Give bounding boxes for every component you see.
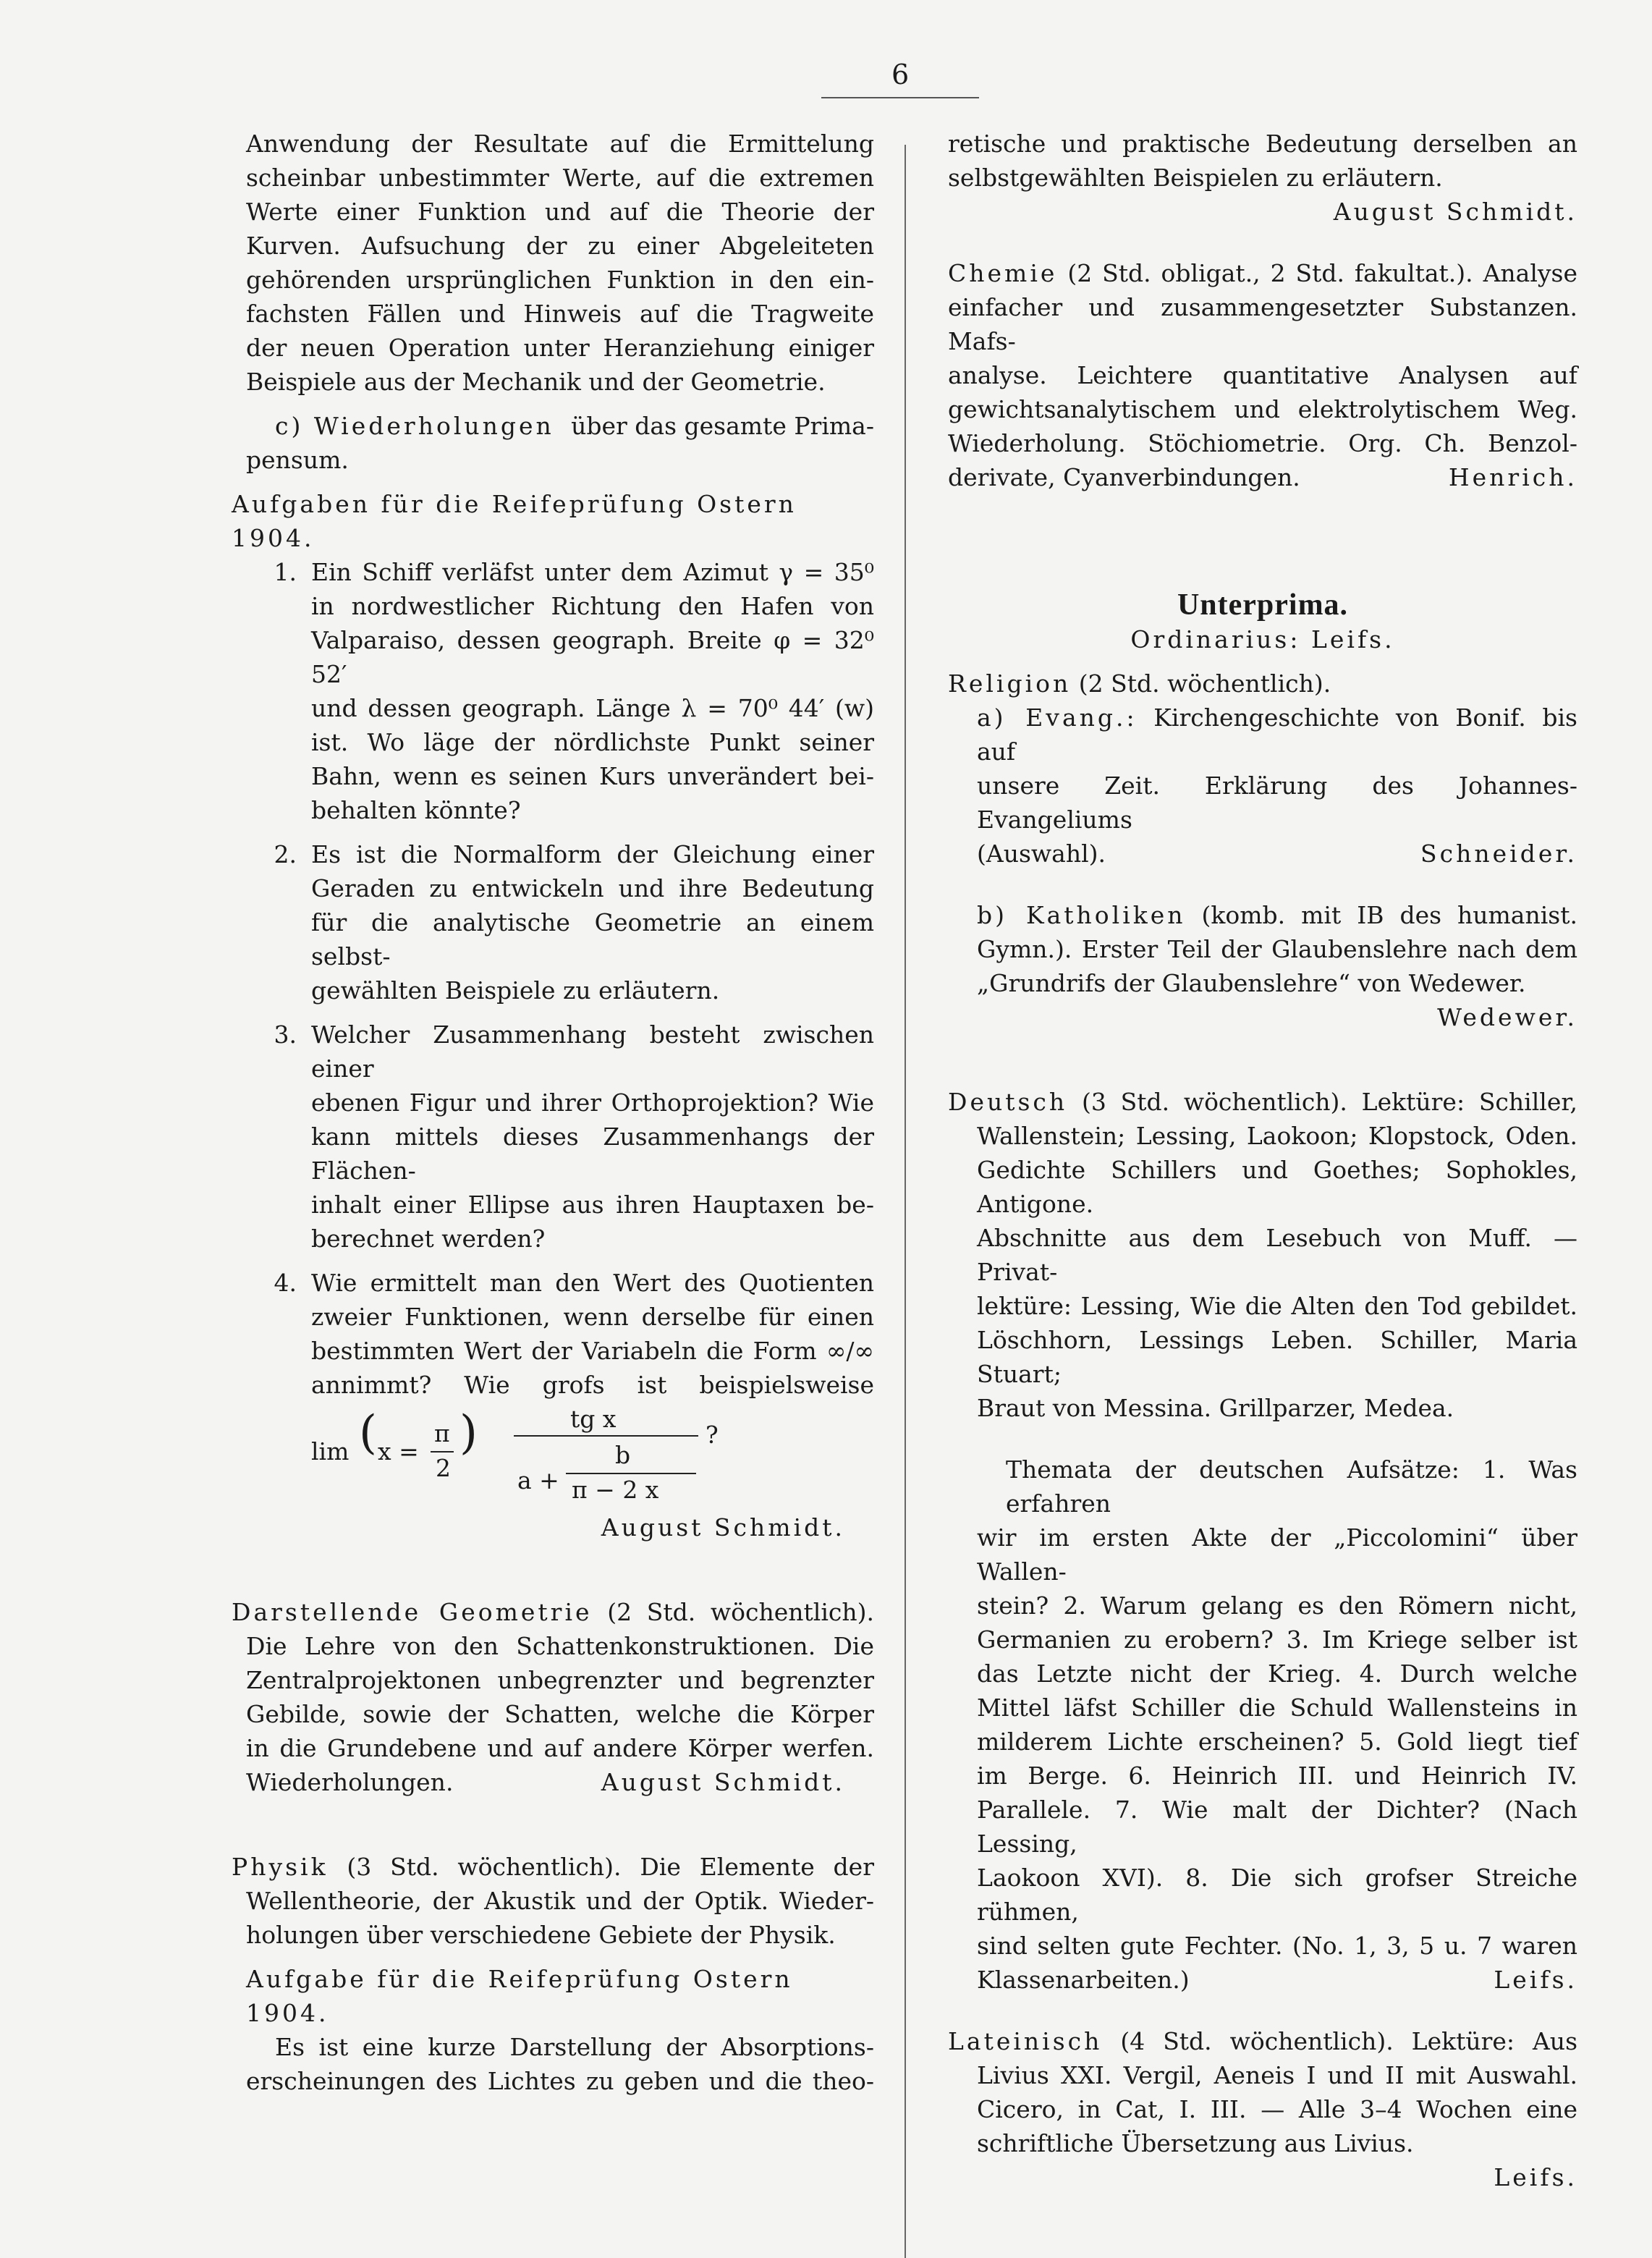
text-line: Ein Schiff verläfst unter dem Azimut γ = 35⁰ xyxy=(311,558,874,586)
text-line: fachsten Fällen und Hinweis auf die Tragweite xyxy=(246,300,874,328)
text-line: kann mittels dieses Zusammenhangs der Flächen- xyxy=(311,1122,874,1185)
text-line: unsere Zeit. Erklärung des Johannes-Evangeliums xyxy=(977,771,1577,834)
formula-qmark: ? xyxy=(706,1421,719,1449)
text-line: Kirchengeschichte von Bonif. bis auf xyxy=(977,703,1577,766)
text-line: ist. Wo läge der nördlichste Punkt seiner xyxy=(311,728,874,756)
text-line: Bahn, wenn es seinen Kurs unverändert bei- xyxy=(311,762,874,790)
text-line: Abschnitte aus dem Lesebuch von Muff. — Privat- xyxy=(977,1224,1577,1286)
text-line: (4 Std. wöchentlich). Lektüre: Aus xyxy=(1120,2027,1577,2055)
themata-last-line xyxy=(948,1963,1577,1997)
text-line: stein? 2. Warum gelang es den Römern nicht, xyxy=(977,1591,1577,1620)
formula-main-bar xyxy=(514,1435,698,1437)
text-line: in nordwestlicher Richtung den Hafen von xyxy=(311,592,874,620)
text-line: Braut von Messina. Grillparzer, Medea. xyxy=(977,1394,1454,1422)
text-line: Gedichte Schillers und Goethes; Sophokles, Antigone. xyxy=(977,1156,1577,1218)
text-line: das Letzte nicht der Krieg. 4. Durch welche xyxy=(977,1659,1577,1688)
text-line: Es ist eine kurze Darstellung der Absorptions- xyxy=(275,2033,874,2061)
formula-x-eq: x = xyxy=(378,1437,419,1466)
aufgaben-heading: Aufgaben für die Reifeprüfung Ostern 1904. xyxy=(232,490,797,552)
text-line: einfacher und zusammengesetzter Substanzen. Mafs- xyxy=(948,293,1577,355)
right-column xyxy=(948,127,1577,2194)
text-line: zweier Funktionen, wenn derselbe für einen xyxy=(311,1303,874,1331)
text-line: Themata der deutschen Aufsätze: 1. Was erfahren xyxy=(1006,1455,1577,1518)
darstellende-label: Darstellende Geometrie xyxy=(232,1598,593,1626)
text-line: (3 Std. wöchentlich). Die Elemente der xyxy=(347,1853,874,1881)
text-line: (2 Std. wöchentlich). xyxy=(1078,669,1331,698)
text-line: Klassenarbeiten.) xyxy=(977,1966,1190,1994)
task-number: 3. xyxy=(274,1020,297,1049)
text-line: (2 Std. wöchentlich). xyxy=(607,1598,874,1626)
task-item xyxy=(246,555,874,827)
text-line: pensum. xyxy=(246,446,349,474)
physik-first-line xyxy=(232,1850,874,1884)
page-number: 6 xyxy=(891,59,910,90)
left-column xyxy=(232,127,874,2098)
text-line: Beispiele aus der Mechanik und der Geometrie. xyxy=(246,368,826,396)
text-line: Es ist die Normalform der Gleichung einer xyxy=(311,840,874,868)
signature-leifs: Leifs. xyxy=(1494,2163,1577,2191)
text-line: selbstgewählten Beispielen zu erläutern. xyxy=(948,164,1443,192)
wiederholungen-paragraph xyxy=(246,409,874,443)
text-line: Zentralprojektonen unbegrenzter und begrenzter xyxy=(246,1666,874,1694)
latein-first-line xyxy=(948,2024,1577,2058)
latein-label: Lateinisch xyxy=(948,2027,1103,2055)
religion-heading xyxy=(948,667,1577,701)
signature-wedewer: Wedewer. xyxy=(1437,1003,1577,1031)
header-rule xyxy=(821,97,979,98)
signature-schmidt: August Schmidt. xyxy=(601,1513,845,1542)
section-title-unterprima: Unterprima. xyxy=(1177,588,1349,622)
deutsch-first-line xyxy=(948,1085,1577,1119)
formula-two: 2 xyxy=(436,1454,451,1482)
text-line: Wellentheorie, der Akustik und der Optik. Wieder- xyxy=(246,1887,874,1915)
text-line: wir im ersten Akte der „Piccolomini“ über Wallen- xyxy=(977,1523,1577,1586)
task-item xyxy=(246,837,874,1007)
text-line: annimmt? Wie grofs ist beispielsweise xyxy=(311,1371,874,1399)
formula-tg: tg x xyxy=(570,1405,617,1433)
formula-paren-close: ) xyxy=(459,1406,478,1460)
text-line: Kurven. Aufsuchung der zu einer Abgeleiteten xyxy=(246,232,874,260)
evang-label: a) Evang.: xyxy=(977,703,1138,732)
text-line: sind selten gute Fechter. (No. 1, 3, 5 u. 7 waren xyxy=(977,1932,1577,1960)
text-line: gewichtsanalytischem und elektrolytischem Weg. xyxy=(948,395,1577,423)
text-line: Germanien zu erobern? 3. Im Kriege selber ist xyxy=(977,1625,1577,1654)
text-line: (3 Std. wöchentlich). Lektüre: Schiller, xyxy=(1081,1088,1577,1116)
text-line: inhalt einer Ellipse aus ihren Hauptaxen be- xyxy=(311,1191,874,1219)
signature-henrich: Henrich. xyxy=(1448,463,1577,491)
text-line: holungen über verschiedene Gebiete der Physik. xyxy=(246,1921,836,1949)
task-item xyxy=(246,1266,874,1402)
text-line: gehörenden ursprünglichen Funktion in den ein- xyxy=(246,266,874,294)
text-line: Gebilde, sowie der Schatten, welche die Körper xyxy=(246,1700,874,1728)
text-line: Valparaiso, dessen geograph. Breite φ = 32⁰ 52′ xyxy=(311,626,874,688)
chemie-last-line xyxy=(948,460,1577,494)
text-line: Gymn.). Erster Teil der Glaubenslehre nach dem xyxy=(977,935,1577,963)
evang-first-line xyxy=(948,701,1577,769)
chemie-first-line xyxy=(948,256,1577,290)
text-line: berechnet werden? xyxy=(311,1225,546,1253)
text-line: für die analytische Geometrie an einem selbst- xyxy=(311,908,874,971)
text-line: Wiederholungen. xyxy=(246,1768,454,1796)
formula-lim: lim xyxy=(311,1437,350,1466)
darstellende-last-line xyxy=(246,1765,874,1799)
text-line: retische und praktische Bedeutung derselben an xyxy=(948,130,1577,158)
text-line: Anwendung der Resultate auf die Ermittelung xyxy=(246,130,874,158)
wiederholungen-text: über das gesamte Prima- xyxy=(571,412,874,440)
text-line: derivate, Cyanverbindungen. xyxy=(948,463,1300,491)
formula-b: b xyxy=(615,1441,631,1469)
text-line: (Auswahl). xyxy=(977,840,1106,868)
wiederholungen-label: c) Wiederholungen xyxy=(275,412,554,440)
task-item xyxy=(246,1018,874,1256)
text-line: scheinbar unbestimmter Werte, auf die extremen xyxy=(246,164,874,192)
physik-label: Physik xyxy=(232,1853,329,1881)
text-line: Livius XXI. Vergil, Aeneis I und II mit Auswahl. xyxy=(977,2061,1577,2089)
formula-pi-minus: π − 2 x xyxy=(572,1476,659,1504)
religion-label: Religion xyxy=(948,669,1072,698)
text-line: ebenen Figur und ihrer Orthoprojektion? Wie xyxy=(311,1088,874,1117)
text-line: Wie ermittelt man den Wert des Quotienten xyxy=(311,1269,874,1297)
kath-label: b) Katholiken xyxy=(977,901,1186,929)
kath-first-line xyxy=(948,898,1577,932)
aufgabe-heading: Aufgabe für die Reifeprüfung Ostern 1904. xyxy=(246,1965,793,2027)
text-line: Parallele. 7. Wie malt der Dichter? (Nach Lessing, xyxy=(977,1796,1577,1858)
text-line: Mittel läfst Schiller die Schuld Wallensteins in xyxy=(977,1694,1577,1722)
text-line: der neuen Operation unter Heranziehung einiger xyxy=(246,334,874,362)
evang-last-line xyxy=(948,837,1577,871)
formula-a-plus: a + xyxy=(517,1466,559,1494)
text-line: und dessen geograph. Länge λ = 70⁰ 44′ (w) xyxy=(311,694,874,722)
text-line: in die Grundebene und auf andere Körper werfen. xyxy=(246,1734,874,1762)
task-number: 2. xyxy=(274,840,297,868)
text-line: Löschhorn, Lessings Leben. Schiller, Maria Stuart; xyxy=(977,1326,1577,1388)
text-line: bestimmten Wert der Variabeln die Form ∞/∞ xyxy=(311,1337,874,1365)
signature-schmidt: August Schmidt. xyxy=(601,1768,845,1796)
text-line: schriftliche Übersetzung aus Livius. xyxy=(977,2129,1414,2157)
text-line: erscheinungen des Lichtes zu geben und die theo- xyxy=(246,2067,874,2095)
text-line: „Grundrifs der Glaubenslehre“ von Wedewer. xyxy=(977,969,1526,997)
chemie-label: Chemie xyxy=(948,259,1058,287)
text-line: Wallenstein; Lessing, Laokoon; Klopstock, Oden. xyxy=(977,1122,1577,1150)
task-number: 4. xyxy=(274,1269,297,1297)
deutsch-label: Deutsch xyxy=(948,1088,1068,1116)
signature-schmidt: August Schmidt. xyxy=(1333,198,1577,226)
ordinarius-line: Ordinarius: Leifs. xyxy=(1130,625,1395,654)
task-number: 1. xyxy=(274,558,297,586)
formula-paren-open: ( xyxy=(359,1406,377,1460)
text-line: Cicero, in Cat, I. III. — Alle 3–4 Wochen eine xyxy=(977,2095,1577,2123)
formula-pi: π xyxy=(434,1419,450,1447)
darstellende-first-line xyxy=(232,1595,874,1629)
analysis-paragraph xyxy=(246,127,874,399)
text-line: Werte einer Funktion und auf die Theorie der xyxy=(246,198,874,226)
text-line: Laokoon XVI). 8. Die sich grofser Streiche rühmen, xyxy=(977,1864,1577,1926)
text-line: im Berge. 6. Heinrich III. und Heinrich IV. xyxy=(977,1762,1577,1790)
text-line: behalten könnte? xyxy=(311,796,521,824)
text-line: analyse. Leichtere quantitative Analysen auf xyxy=(948,361,1577,389)
text-line: Welcher Zusammenhang besteht zwischen einer xyxy=(311,1020,874,1083)
text-line: gewählten Beispiele zu erläutern. xyxy=(311,976,720,1005)
text-line: lektüre: Lessing, Wie die Alten den Tod gebildet. xyxy=(977,1292,1577,1320)
text-line: milderem Lichte erscheinen? 5. Gold liegt tief xyxy=(977,1728,1577,1756)
signature-schneider: Schneider. xyxy=(1420,840,1577,868)
column-divider xyxy=(905,145,906,2258)
text-line: Wiederholung. Stöchiometrie. Org. Ch. Benzol- xyxy=(948,429,1577,457)
limit-formula xyxy=(311,1402,874,1510)
signature-leifs: Leifs. xyxy=(1494,1966,1577,1994)
text-line: (2 Std. obligat., 2 Std. fakultat.). Analyse xyxy=(1067,259,1577,287)
text-line: Die Lehre von den Schattenkonstruktionen. Die xyxy=(246,1632,874,1660)
text-line: Geraden zu entwickeln und ihre Bedeutung xyxy=(311,874,874,902)
text-line: (komb. mit IB des humanist. xyxy=(1201,901,1577,929)
